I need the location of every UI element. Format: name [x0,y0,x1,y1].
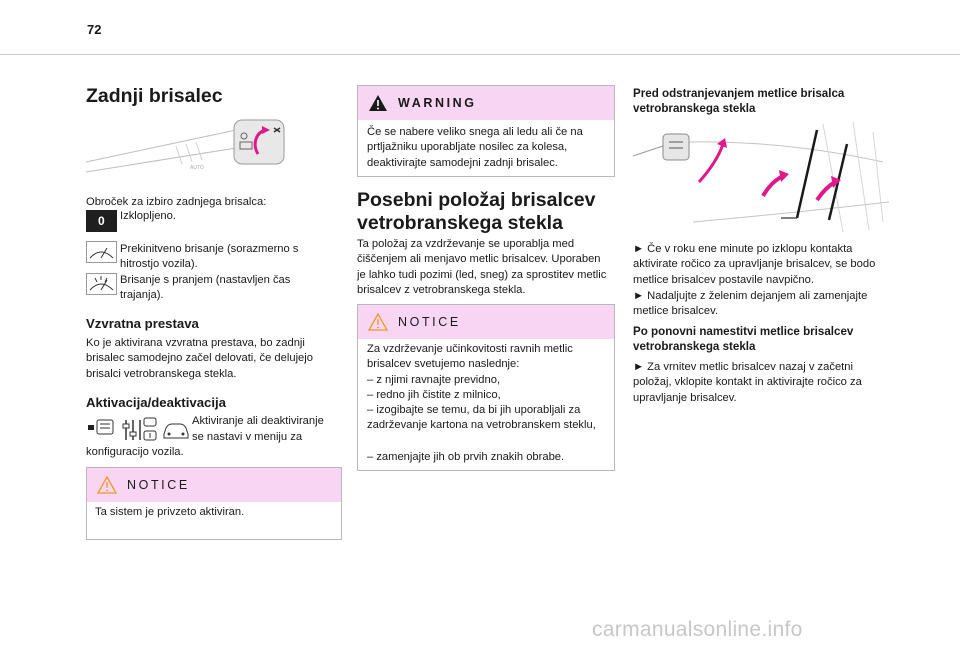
reverse-gear-text: Ko je aktivirana vzvratna prestava, bo zadnji brisalec samodejno začel delovati, če delujejo brisalci vetrobranskega stekla. [86,337,313,380]
warning-box-header [358,86,614,120]
wiper-wash-label: Brisanje s pranjem (nastavljen čas trajanja). [120,274,291,302]
before-removal-heading: Pred odstranjevanjem metlice brisalca vetrobranskega stekla [633,87,845,115]
warning-title: WARNING [398,96,477,110]
notice-intro: Za vzdrževanje učinkovitosti ravnih metlic brisalcev svetujemo naslednje: [367,343,573,371]
notice-title: NOTICE [127,478,190,492]
warning-triangle-icon [368,94,388,112]
windshield-wipers-illustration [633,122,891,234]
svg-text:AUTO: AUTO [190,165,204,171]
notice-text: Ta sistem je privzeto aktiviran. [95,506,245,518]
after-refit-step1: ► Za vrnitev metlic brisalcev nazaj v začetni položaj, vklopite kontakt in aktivirajte ročico za upravljanje brisalcev. [633,361,862,404]
notice-triangle-icon [97,476,117,494]
notice-triangle-icon [368,313,388,331]
wiper-off-label: Izklopljeno. [120,210,176,222]
before-removal-step1: ► Če v roku ene minute po izklopu kontakta aktivirate ročico za upravljanje brisalcev, se bodo metlice brisalcev postavile navpično. [633,243,876,286]
notice-box-default [86,467,342,540]
reverse-gear-heading: Vzvratna prestava [86,316,199,331]
activation-heading: Aktivacija/deaktivacija [86,395,227,410]
special-position-title-line1: Posebni položaj brisalcev [357,189,596,211]
watermark: carmanualsonline.info [592,618,803,641]
wiper-ring-intro: Obroček za izbiro zadnjega brisalca: [86,196,267,208]
notice-title: NOTICE [398,315,461,329]
page-number: 72 [87,22,102,37]
wiper-wash-icon [86,273,117,295]
notice-item: – izogibajte se temu, da bi jih uporabljali za zadrževanje kartona na vetrobranskem steklu, [367,404,596,432]
notice-item: – zamenjajte jih ob prvih znakih obrabe. [367,451,565,463]
notice-box-header [87,468,341,502]
menu-settings-icons [86,416,190,444]
warning-text: Če se nabere veliko snega ali ledu ali če na prtljažniku uporabljate nosilec za kolesa, deaktivirajte samodejni zadnji brisalec. [367,126,583,169]
activation-text-line3: konfiguracijo vozila. [86,446,184,458]
before-removal-step2: ► Nadaljujte z želenim dejanjem ali zamenjajte metlice brisalcev. [633,290,868,318]
wiper-intermittent-label: Prekinitveno brisanje (sorazmerno s hitrostjo vozila). [120,243,299,271]
activation-text-line2: se nastavi v meniju za [192,431,303,443]
after-refit-heading: Po ponovni namestitvi metlice brisalcev vetrobranskega stekla [633,325,854,353]
top-divider [0,54,960,55]
section-title-rear-wiper: Zadnji brisalec [86,85,223,107]
special-position-text: Ta položaj za vzdrževanje se uporablja med čiščenjem ali menjavo metlic brisalcev. Uporaben je lahko tudi pozimi (led, sneg) za sprostitev metlic brisalcev z vetrobranskega stekla. [357,238,607,296]
special-position-title-line2: vetrobranskega stekla [357,212,563,234]
notice-item: – z njimi ravnajte previdno, [367,374,501,386]
notice-box-maintenance [357,304,615,471]
activation-text-line1: Aktiviranje ali deaktiviranje [192,415,324,427]
rear-wiper-stalk-illustration [86,112,286,176]
warning-box [357,85,615,177]
notice-item: – redno jih čistite z milnico, [367,389,501,401]
wiper-off-icon: 0 [86,210,117,232]
wiper-intermittent-icon [86,241,117,263]
notice-box-header [358,305,614,339]
